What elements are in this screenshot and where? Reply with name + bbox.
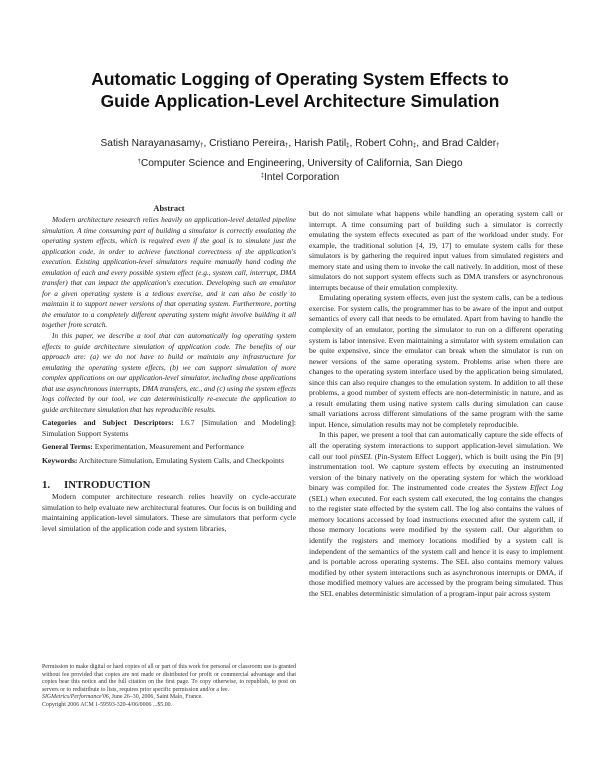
affiliation-ucsd <box>0 156 600 170</box>
affiliation-intel <box>0 170 600 184</box>
categories-label: Categories and Subject Descriptors: <box>42 418 174 428</box>
affiliation-mark: ‡ <box>260 173 264 179</box>
general-terms-text: Experimentation, Measurement and Performance <box>94 442 245 452</box>
keywords-text: Architecture Simulation, Emulating System Calls, and Checkpoints <box>78 455 284 465</box>
affiliation-mark: † <box>137 159 141 165</box>
sel-term: System Effect Log <box>505 483 563 493</box>
general-terms-label: General Terms: <box>42 442 93 452</box>
left-column <box>42 203 296 535</box>
paper-title <box>0 68 600 112</box>
author-name: Cristiano Pereira <box>209 138 286 149</box>
author-separator: , <box>349 138 356 149</box>
author-name: Satish Narayanasamy <box>100 138 201 149</box>
text-run: In this paper, we present a tool that can automatically capture the side effects of all the operating system interactions to support application-level simulation. We call our tool <box>309 430 563 461</box>
text-run: (SEL) when executed. For each system call executed, the log contains the changes to the register state effected by the system call. The log also contains the values of memory locations accessed by load instructions executed after the system call, if those memory locations were modified by the system call. Our algorithm to identify the registers and memory locations modified by a system call is independent of the semantics of the system call and hence it is easy to implement and is portable across operating systems. The SEL also contains memory values modified by other system interactions such as asynchronous interrupts or DMA, if those modified memory values are accessed by the program being simulated. Thus the SEL enables deterministic simulation of a program-input pair across system <box>309 493 563 598</box>
general-terms <box>42 442 296 453</box>
body-paragraph <box>309 430 563 599</box>
title-line-2: Guide Application-Level Architecture Simulation <box>100 91 500 111</box>
affiliation-mark: † <box>285 143 289 149</box>
author-separator: , <box>203 138 210 149</box>
body-paragraph: but do not simulate what happens while handling an operating system call or interrupt. A time consuming part of building such a simulator is correctly emulating the system effects executed as part of the workload under study. For example, the traditional solution [4, 19, 17] to emulate system calls for these simulators is by gathering the required input values from simulated registers and memory state and using them to invoke the call natively. In addition, most of these simulators do not support system effects such as DMA transfers or asynchronous interrupts because of their emulation complexity. <box>309 209 563 292</box>
author-name: Harish Patil <box>294 138 347 149</box>
author-name: Robert Cohn <box>355 138 413 149</box>
body-paragraph: Emulating operating system effects, even just the system calls, can be a tedious exercise. For system calls, the programmer has to be aware of the input and output semantics of every call that needs to be emulated. Apart from having to handle the complexity of an emulator, porting the simulator to run on a different operating system is labor intensive. Even maintaining a simulator with system emulation can be quite expensive, since the emulator can break when the simulator is run on newer versions of the same operating system. Problems arise when there are changes to the operating system interface used by the application being simulated, since this can also require changes to the emulation system. In addition to all these problems, a good number of system effects are non-deterministic in nature, and as a result emulating them using native system calls during simulation can cause small variations across different simulations of the same program with the same input. Hence, simulation results may not be completely reproducible. <box>309 293 563 429</box>
author-separator: , <box>288 138 295 149</box>
right-column <box>309 209 563 599</box>
venue-name: SIGMetrics/Performance'06, <box>42 694 111 701</box>
author-separator: , and <box>416 138 442 149</box>
body-paragraph: Modern computer architecture research relies heavily on cycle-accurate simulation to help evaluate new architectural features. Our focus is on building and maintaining application-level simulators. These are simulators that perform cycle level simulation of the application code and system libraries, <box>42 492 296 534</box>
abstract-paragraph: Modern architecture research relies heavily on application-level detailed pipeline simulation. A time consuming part of building a simulator is correctly emulating the operating system effects, which is required even if the goal is to simulate just the application code, in order to achieve functional correctness of the application's execution. Existing application-level simulators require manually hand coding the emulation of each and every possible system effect (e.g., system call, interrupt, DMA transfer) that can impact the application's execution. Developing such an emulator for a given operating system is a tedious exercise, and it can also be costly to maintain it to support newer versions of that operating system. Furthermore, porting the emulator to a completely different operating system might involve building it all together from scratch. <box>42 215 296 330</box>
tool-name: pinSEL <box>349 451 373 461</box>
abstract-heading: Abstract <box>153 204 185 213</box>
section-title: INTRODUCTION <box>64 479 151 492</box>
section-number: 1. <box>42 479 51 492</box>
venue-details: June 26–30, 2006, Saint Malo, France. <box>110 694 203 701</box>
affiliation-text: Intel Corporation <box>264 172 340 183</box>
affiliation-mark: ‡ <box>412 143 417 149</box>
keywords <box>42 456 296 467</box>
abstract-paragraph: In this paper, we describe a tool that can automatically log operating system effects to guide architecture simulation of application code. The benefits of our approach are: (a) we do not have to build or maintain any infrastructure for emulating the operating system effects, (b) we can support simulation of more complex applications on our application-level simulator, including those applications that use asynchronous interrupts, DMA transfers, etc., and (c) using the system effects logs collected by our tool, we can deterministically re-execute the application to guide architecture simulation that has reproducible results. <box>42 331 296 414</box>
copyright-line: Copyright 2006 ACM 1-59593-320-4/06/0006 ...$5.00. <box>42 701 173 708</box>
copyright-footnote <box>42 664 296 710</box>
categories-text: I.6.7 [Simulation and Modeling]: Simulation Support Systems <box>42 418 296 438</box>
affiliation-text: Computer Science and Engineering, University of California, San Diego <box>140 158 463 169</box>
text-run: (Pin-System Effect Logger), which is built using the Pin [9] instrumentation tool. We capture system effects by executing an instrumented version of the binary natively on the operating system for which the workload binary was compiled for. The instrumented code creates the <box>309 451 564 493</box>
keywords-label: Keywords: <box>42 455 78 465</box>
affiliation-mark: † <box>496 143 500 149</box>
affiliation-mark: ‡ <box>346 143 350 149</box>
affiliation-mark: † <box>200 143 204 149</box>
author-list <box>0 137 600 153</box>
categories-descriptors <box>42 418 296 439</box>
section-heading-introduction <box>42 479 296 492</box>
affiliations <box>0 156 600 184</box>
permission-notice: Permission to make digital or hard copies of all or part of this work for personal or classroom use is granted without fee provided that copies are not made or distributed for profit or commercial advantage and that copies bear this notice and the full citation on the first page. To copy otherwise, to republish, to post on servers or to redistribute to lists, requires prior specific permission and/or a fee. <box>42 664 296 693</box>
venue-line <box>42 694 296 702</box>
author-name: Brad Calder <box>441 138 497 149</box>
title-line-1: Automatic Logging of Operating System Effects to <box>91 69 509 89</box>
